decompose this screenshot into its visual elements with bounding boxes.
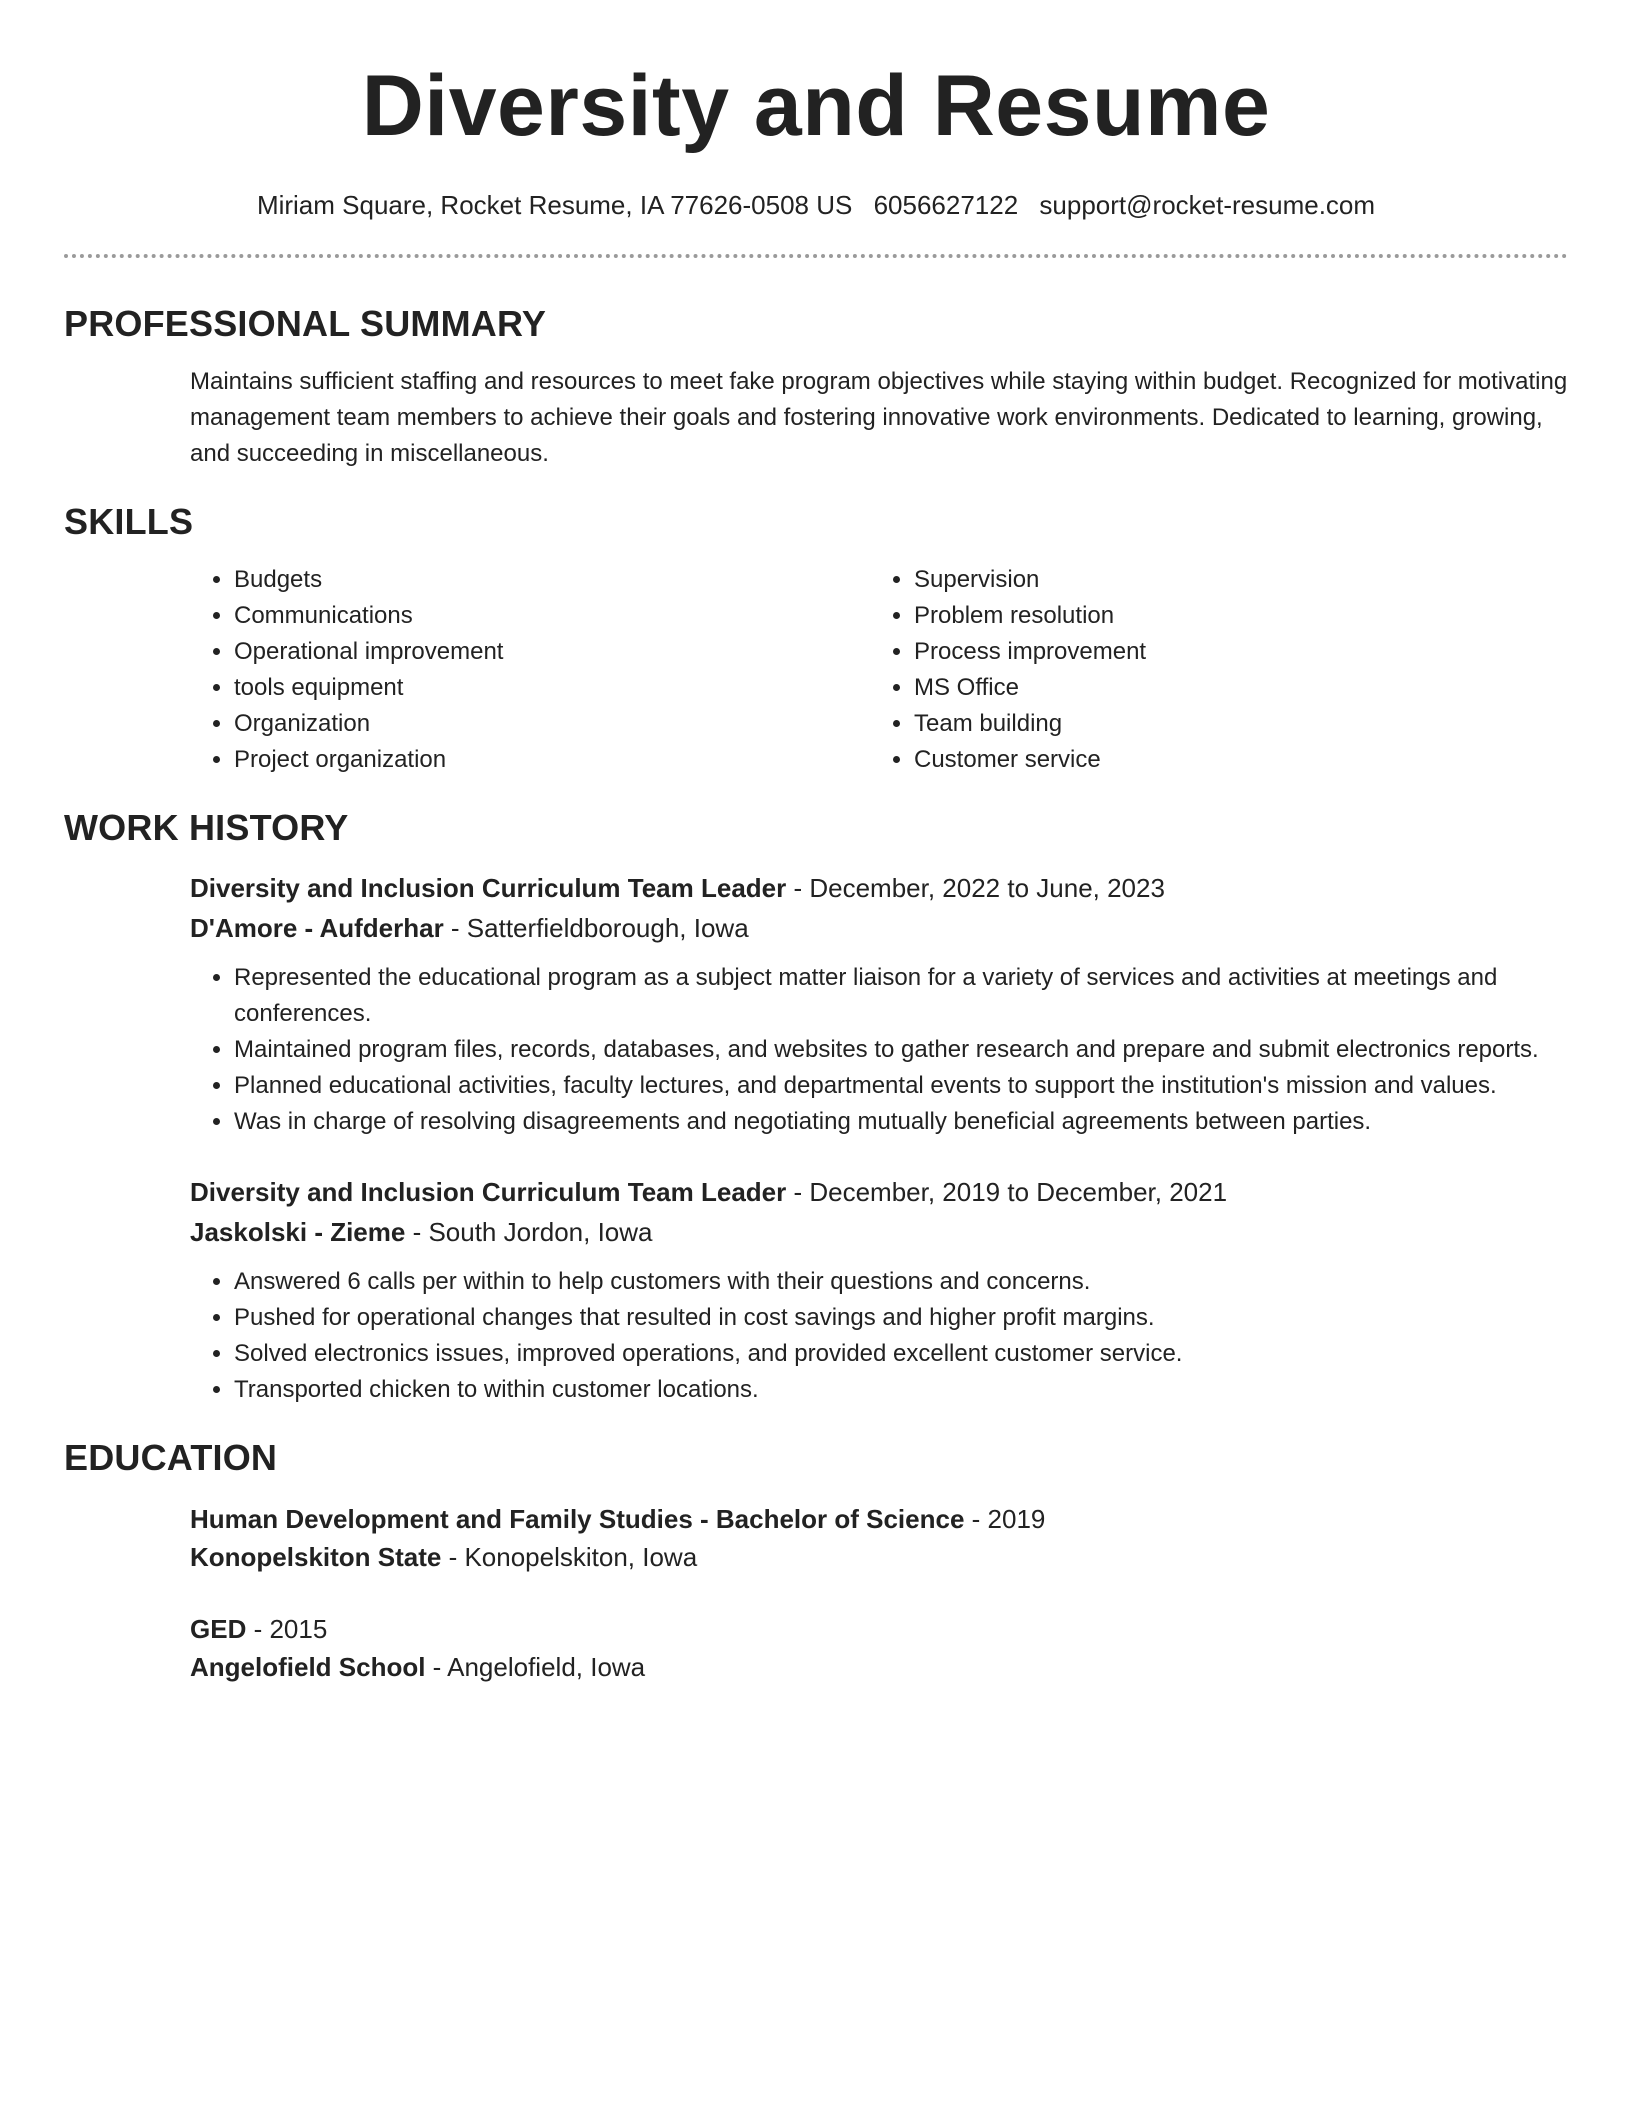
job-location: - Satterfieldborough, Iowa [443, 913, 749, 943]
skills-heading: SKILLS [64, 501, 194, 542]
list-item: • Was in charge of resolving disagreements and negotiating mutually beneficial agreements between parties. [234, 1104, 1568, 1140]
job-bullets [190, 1264, 1568, 1408]
list-item: • Team building [914, 706, 1550, 742]
list-item: • Represented the educational program as a subject matter liaison for a variety of services and activities at meetings and conferences. [234, 960, 1568, 1032]
list-item: • Answered 6 calls per within to help customers with their questions and concerns. [234, 1264, 1568, 1300]
job-entry [190, 868, 1568, 1140]
job-title-line [190, 1172, 1568, 1212]
job-entry [190, 1172, 1568, 1408]
education-school-line [190, 1648, 1568, 1686]
education-year: - 2015 [246, 1614, 328, 1644]
education-location: - Angelofield, Iowa [425, 1652, 646, 1682]
education-degree: Human Development and Family Studies - Bachelor of Science [190, 1504, 965, 1534]
candidate-name: Diversity and Resume [361, 58, 1271, 154]
list-item: • Budgets [234, 562, 870, 598]
list-item: • tools equipment [234, 670, 870, 706]
summary-heading: PROFESSIONAL SUMMARY [64, 303, 547, 344]
list-item: • Operational improvement [234, 634, 870, 670]
list-item: • Communications [234, 598, 870, 634]
job-title: Diversity and Inclusion Curriculum Team Leader [190, 1177, 787, 1207]
job-dates: - December, 2019 to December, 2021 [786, 1177, 1228, 1207]
job-company: Jaskolski - Zieme [190, 1217, 406, 1247]
list-item: • Problem resolution [914, 598, 1550, 634]
contact-address: Miriam Square, Rocket Resume, IA 77626-0508 US [256, 190, 853, 220]
education-degree-line [190, 1610, 1568, 1648]
job-title: Diversity and Inclusion Curriculum Team Leader [190, 873, 787, 903]
job-company-line [190, 1212, 1568, 1252]
education-location: - Konopelskiton, Iowa [441, 1542, 698, 1572]
education-section [64, 1436, 1568, 1686]
list-item: • Maintained program files, records, databases, and websites to gather research and prepare and submit electronics reports. [234, 1032, 1568, 1068]
contact-line [64, 188, 1568, 222]
job-title-line [190, 868, 1568, 908]
list-item: • Pushed for operational changes that resulted in cost savings and higher profit margins. [234, 1300, 1568, 1336]
education-school-line [190, 1538, 1568, 1576]
education-entry [190, 1610, 1568, 1686]
skills-columns [190, 562, 1568, 778]
education-school: Konopelskiton State [190, 1542, 442, 1572]
header-divider [64, 254, 1568, 258]
education-entry [190, 1500, 1568, 1576]
skills-list-right [870, 562, 1550, 778]
job-dates: - December, 2022 to June, 2023 [786, 873, 1165, 903]
list-item: • MS Office [914, 670, 1550, 706]
education-degree: GED [190, 1614, 247, 1644]
list-item: • Planned educational activities, faculty lectures, and departmental events to support the institution's mission and values. [234, 1068, 1568, 1104]
education-heading: EDUCATION [64, 1437, 278, 1478]
summary-section [64, 302, 1568, 472]
list-item: • Transported chicken to within customer locations. [234, 1372, 1568, 1408]
list-item: • Process improvement [914, 634, 1550, 670]
education-degree-line [190, 1500, 1568, 1538]
work-heading: WORK HISTORY [64, 807, 349, 848]
work-section [64, 806, 1568, 1408]
education-school: Angelofield School [190, 1652, 426, 1682]
contact-email: support@rocket-resume.com [1039, 190, 1376, 220]
list-item: • Solved electronics issues, improved operations, and provided excellent customer service. [234, 1336, 1568, 1372]
job-location: - South Jordon, Iowa [405, 1217, 653, 1247]
contact-phone: 6056627122 [873, 190, 1019, 220]
list-item: • Project organization [234, 742, 870, 778]
skills-section [64, 500, 1568, 778]
list-item: • Customer service [914, 742, 1550, 778]
job-company: D'Amore - Aufderhar [190, 913, 444, 943]
job-company-line [190, 908, 1568, 948]
list-item: • Supervision [914, 562, 1550, 598]
summary-text: Maintains sufficient staffing and resources to meet fake program objectives while staying within budget. Recognized for motivating management team members to achieve their goals and fostering innovative work environments. Dedicated to learning, growing, and succeeding in miscellaneous. [190, 368, 1568, 467]
skills-list-left [190, 562, 870, 778]
education-year: - 2019 [964, 1504, 1046, 1534]
job-bullets [190, 960, 1568, 1140]
list-item: • Organization [234, 706, 870, 742]
